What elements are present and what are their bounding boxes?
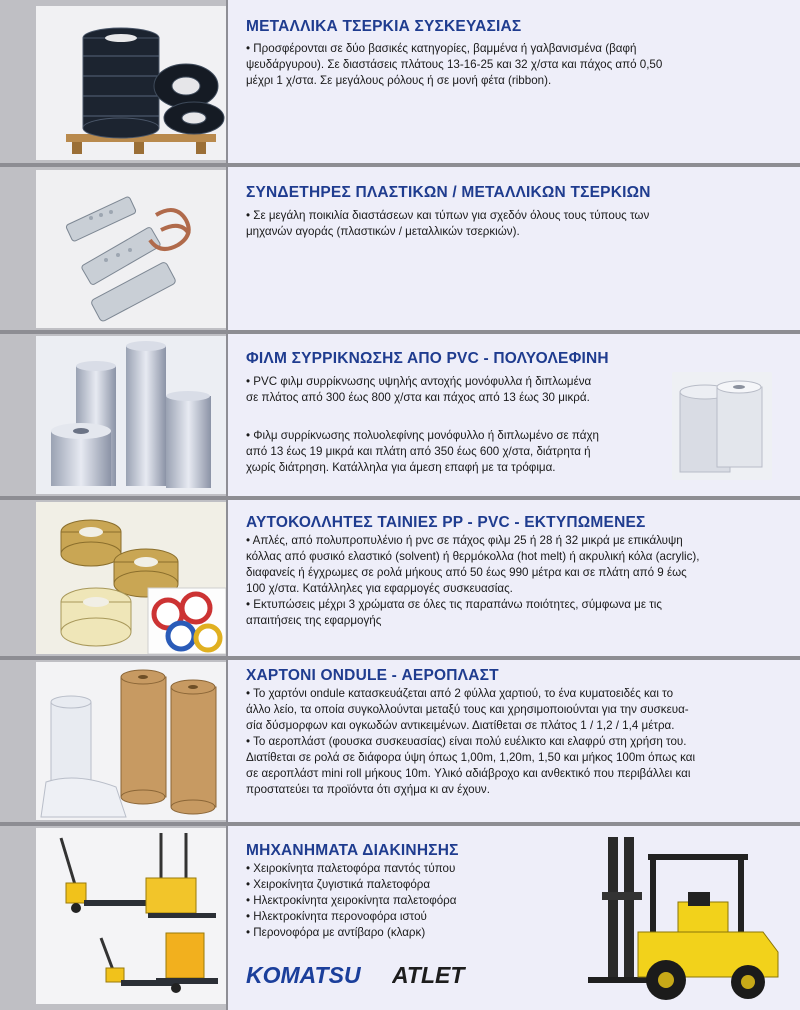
cardboard-bubble-wrap-photo: [36, 662, 226, 820]
text-line: • Προσφέρονται σε δύο βασικές κατηγορίες, βαμμένα ή γαλβανισμένα (βαφή: [246, 42, 637, 55]
text-line: • Εκτυπώσεις μέχρι 3 χρώματα σε όλες τις παραπάνω ποιότητες, σύμφωνα με τις: [246, 598, 662, 611]
text-line: • Το αεροπλάστ (φουσκα συσκευασίας) είναι πολύ ευέλικτο και ελαφρύ στη χρήση του.: [246, 735, 687, 748]
section-text-metal-strapping: [246, 41, 776, 89]
text-line: κόλλας από φυσικό ελαστικό (solvent) ή θερμόκολλα (hot melt) ή ακρυλική κόλα (acrylic),: [246, 550, 700, 563]
pallet-trucks-photo: [36, 828, 226, 1004]
section-text-strap-seals: [246, 208, 776, 240]
list-item: • Χειροκίνητα ζυγιστικά παλετοφόρα: [246, 878, 431, 891]
section-text-ondule-bubble-wrap: [246, 686, 791, 798]
text-line: χωρίς διάτρηση. Κατάλληλα για άμεση επαφή με τα τρόφιμα.: [246, 461, 556, 474]
text-line: • Σε μεγάλη ποικιλία διαστάσεων και τύπων για σχεδόν όλους τους τύπους των: [246, 209, 650, 222]
text-line: Διατίθεται σε ρολά σε διάφορα ύψη όπως 1,00m, 1,20m, 1,50 και μήκος 100m όπως και: [246, 751, 696, 764]
text-line: • Απλές, από πολυπροπυλένιο ή pvc σε πάχος φιλμ 25 ή 28 ή 32 μικρά με επικάλυψη: [246, 534, 683, 547]
section-divider: [0, 163, 800, 167]
text-line: ψευδάργυρου). Σε διαστάσεις πλάτους 13-16-25 και 32 χ/στα και πάχος από 0,50: [246, 58, 663, 71]
forklift-photo: [588, 832, 784, 1002]
section-divider: [0, 822, 800, 826]
text-line: σία δύσμορφων και ογκωδών αντικειμένων. Διατίθεται σε πλάτος 1 / 1,2 / 1,4 μέτρα.: [246, 719, 675, 732]
text-line: διαφανείς ή έγχρωμες σε ρολά μήκους από 50 έως 990 μέτρα και σε πλάτη από 9 έως: [246, 566, 687, 579]
text-line: σε πλάτος από 300 έως 800 χ/στα και πάχος από 13 έως 30 μικρά.: [246, 391, 590, 404]
section-divider: [0, 656, 800, 660]
shrink-film-roll-photo: [672, 372, 772, 480]
text-line: από 13 έως 19 μικρά και πλάτη από 350 έως 600 χ/στα, διάτρητα ή: [246, 445, 591, 458]
list-item: • Ηλεκτροκίνητα περονοφόρα ιστού: [246, 910, 427, 923]
section-text-shrink-film-polyolefin: [246, 428, 666, 476]
section-title-handling-machinery: ΜΗΧΑΝΗΜΑΤΑ ΔΙΑΚΙΝΗΣΗΣ: [246, 842, 459, 859]
komatsu-logo: [246, 962, 376, 993]
section-text-shrink-film-pvc: [246, 374, 666, 406]
section-title-metal-strapping: ΜΕΤΑΛΛΙΚΑ ΤΣΕΡΚΙΑ ΣΥΣΚΕΥΑΣΙΑΣ: [246, 18, 522, 35]
text-line: μέχρι 1 χ/στα. Σε μεγάλους ρόλους ή σε μονή φέτα (ribbon).: [246, 74, 552, 87]
list-item: • Ηλεκτροκίνητα χειροκίνητα παλετοφόρα: [246, 894, 457, 907]
adhesive-tapes-photo: [36, 502, 226, 654]
komatsu-logo-text: KOMATSU: [246, 962, 361, 988]
text-line: • Φιλμ συρρίκνωσης πολυολεφίνης μονόφυλλο ή διπλωμένο σε πάχη: [246, 429, 600, 442]
text-line: μηχανών αγοράς (πλαστικών / μεταλλικών τσερκιών).: [246, 225, 520, 238]
text-line: προστατεύει τα προϊόντα ότι σχήμα κι αν έχουν.: [246, 783, 490, 796]
metal-strapping-photo: [36, 6, 226, 160]
section-title-shrink-film: ΦΙΛΜ ΣΥΡΡΙΚΝΩΣΗΣ ΑΠΟ PVC - ΠΟΛΥΟΛΕΦΙΝΗ: [246, 350, 609, 367]
atlet-logo-text: ATLET: [392, 962, 465, 988]
section-text-handling-machinery: [246, 861, 546, 941]
text-line: 100 χ/στα. Κατάλληλες για εφαρμογές συσκευασίας.: [246, 582, 513, 595]
list-item: • Χειροκίνητα παλετοφόρα παντός τύπου: [246, 862, 456, 875]
text-line: απαιτήσεις της εφαρμογής: [246, 614, 382, 627]
section-text-adhesive-tapes: [246, 533, 791, 629]
text-line: άλλο λείο, τα οποία συγκολλούνται μεταξύ τους και χρησιμοποιούνται για την συσκευα-: [246, 703, 689, 716]
section-title-adhesive-tapes: ΑΥΤΟΚΟΛΛΗΤΕΣ ΤΑΙΝΙΕΣ PP - PVC - ΕΚΤΥΠΩΜΕΝΕΣ: [246, 514, 646, 531]
text-line: • Το χαρτόνι ondule κατασκευάζεται από 2 φύλλα χαρτιού, το ένα κυματοειδές και το: [246, 687, 674, 700]
strap-seals-photo: [36, 170, 226, 328]
section-divider: [0, 330, 800, 334]
section-title-strap-seals: ΣΥΝΔΕΤΗΡΕΣ ΠΛΑΣΤΙΚΩΝ / ΜΕΤΑΛΛΙΚΩΝ ΤΣΕΡΚΙΩΝ: [246, 184, 651, 201]
section-divider: [0, 496, 800, 500]
list-item: • Περονοφόρα με αντίβαρο (κλαρκ): [246, 926, 426, 939]
shrink-film-rolls-photo: [36, 336, 226, 494]
text-line: σε αεροπλάστ mini roll μήκους 10m. Υλικό αδιάβροχο και ανθεκτικό που περιβάλλει και: [246, 767, 691, 780]
atlet-logo: [392, 962, 502, 993]
section-title-ondule-bubble-wrap: ΧΑΡΤΟΝΙ ONDULE - ΑΕΡΟΠΛΑΣΤ: [246, 667, 499, 684]
text-line: • PVC φιλμ συρρίκνωσης υψηλής αντοχής μονόφυλλα ή διπλωμένα: [246, 375, 592, 388]
